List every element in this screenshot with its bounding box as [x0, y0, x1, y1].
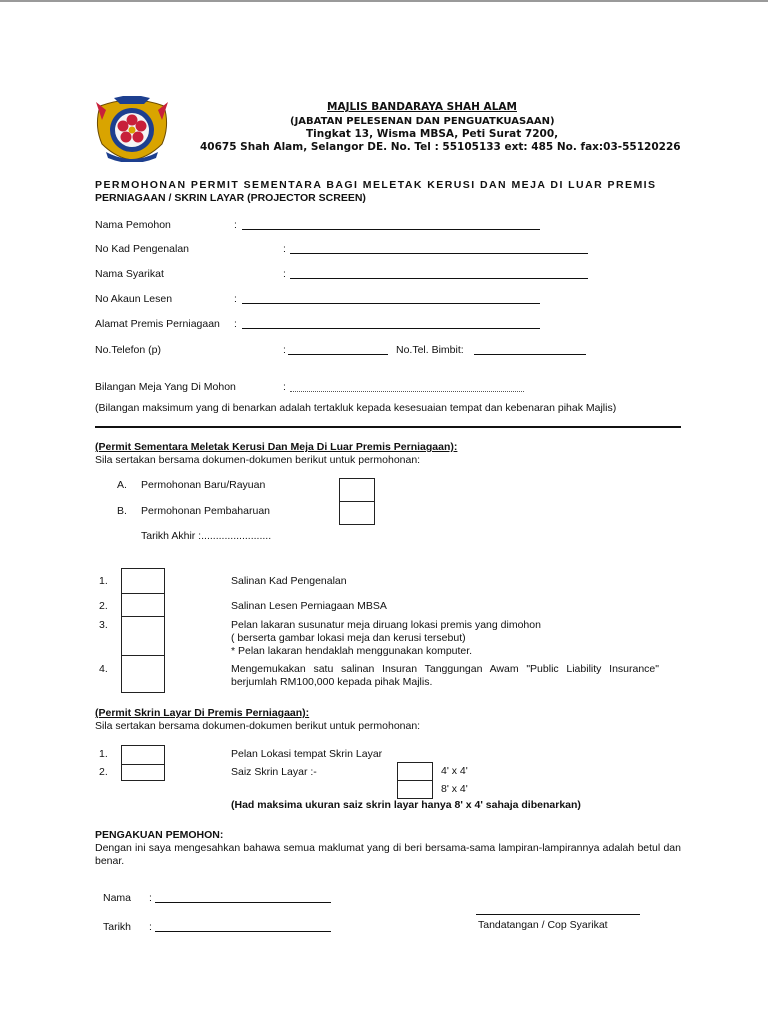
label-alamat: Alamat Premis Perniagaan	[95, 318, 220, 330]
signature-label: Tandatangan / Cop Syarikat	[478, 919, 608, 931]
colon: :	[283, 243, 286, 255]
doc-2-text: Salinan Lesen Perniagaan MBSA	[231, 600, 387, 612]
colon: :	[234, 318, 237, 330]
size-8x4-label: 8' x 4'	[441, 783, 468, 795]
tel-bimbit-field[interactable]	[474, 354, 586, 355]
doc-2-num: 2.	[99, 600, 108, 612]
colon: :	[234, 219, 237, 231]
screen-item-1-num: 1.	[99, 748, 108, 760]
no-akaun-field[interactable]	[242, 303, 540, 304]
screen-item-1-text: Pelan Lokasi tempat Skrin Layar	[231, 748, 383, 760]
tarikh-signature-field[interactable]	[155, 931, 331, 932]
label-nama: Nama	[103, 892, 132, 904]
option-a-letter: A.	[117, 479, 127, 491]
address-line-1: Tingkat 13, Wisma MBSA, Peti Surat 7200,	[306, 128, 559, 140]
address-line-2: 40675 Shah Alam, Selangor DE. No. Tel : 55105133 ext: 485 No. fax:03-55120226	[200, 141, 681, 153]
declaration-heading: PENGAKUAN PEMOHON:	[95, 829, 224, 841]
colon: :	[283, 268, 286, 280]
screen-item-2-num: 2.	[99, 766, 108, 778]
doc-1-num: 1.	[99, 575, 108, 587]
section1-heading: (Permit Sementara Meletak Kerusi Dan Meja Di Luar Premis Perniagaan):	[95, 441, 458, 453]
option-a-checkbox[interactable]	[339, 478, 375, 502]
no-kad-field[interactable]	[290, 253, 588, 254]
section1-intro: Sila sertakan bersama dokumen-dokumen berikut untuk permohonan:	[95, 454, 421, 466]
option-b-label: Permohonan Pembaharuan	[141, 505, 271, 517]
nama-syarikat-field[interactable]	[290, 278, 588, 279]
option-b-letter: B.	[117, 505, 127, 517]
section2-intro: Sila sertakan bersama dokumen-dokumen berikut untuk permohonan:	[95, 720, 421, 732]
label-bilangan: Bilangan Meja Yang Di Mohon	[95, 381, 236, 393]
size-4x4-label: 4' x 4'	[441, 765, 468, 777]
colon: :	[283, 344, 286, 356]
doc-4-text: Mengemukakan satu salinan Insuran Tanggungan Awam "Public Liability Insurance" berjumlah RM100,000 kepada pihak Majlis.	[231, 663, 659, 688]
doc-1-text: Salinan Kad Pengenalan	[231, 575, 347, 587]
option-b-checkbox[interactable]	[339, 501, 375, 525]
label-no-kad: No Kad Pengenalan	[95, 243, 189, 255]
screen-item-1-checkbox[interactable]	[121, 745, 165, 765]
doc-3-text: Pelan lakaran susunatur meja diruang lokasi premis yang dimohon ( berserta gambar lokasi meja dan kerusi tersebut) * Pelan lakaran hendaklah menggunakan komputer.	[231, 619, 541, 657]
alamat-field[interactable]	[242, 328, 540, 329]
form-title-line-2: PERNIAGAAN / SKRIN LAYAR (PROJECTOR SCREEN)	[95, 192, 366, 204]
colon: :	[234, 293, 237, 305]
nama-signature-field[interactable]	[155, 902, 331, 903]
signature-line[interactable]	[476, 914, 640, 915]
top-border	[0, 0, 768, 2]
doc-3-num: 3.	[99, 619, 108, 631]
tarikh-akhir: Tarikh Akhir :........................	[141, 530, 272, 542]
doc-4-checkbox[interactable]	[121, 655, 165, 693]
screen-item-2-checkbox[interactable]	[121, 764, 165, 781]
doc-1-checkbox[interactable]	[121, 568, 165, 594]
section2-heading: (Permit Skrin Layar Di Premis Perniagaan):	[95, 707, 310, 719]
org-name: MAJLIS BANDARAYA SHAH ALAM	[327, 101, 517, 113]
doc-3-checkbox[interactable]	[121, 616, 165, 656]
form-title-line-1: PERMOHONAN PERMIT SEMENTARA BAGI MELETAK KERUSI DAN MEJA DI LUAR PREMIS	[95, 179, 657, 191]
colon: :	[149, 892, 152, 904]
size-4x4-checkbox[interactable]	[397, 762, 433, 781]
label-telefon: No.Telefon (p)	[95, 344, 161, 356]
colon: :	[283, 381, 286, 393]
section-divider	[95, 426, 681, 428]
department-name: (JABATAN PELESENAN DAN PENGUATKUASAAN)	[290, 116, 555, 127]
label-tel-bimbit: No.Tel. Bimbit:	[396, 344, 464, 356]
option-a-label: Permohonan Baru/Rayuan	[141, 479, 266, 491]
screen-item-2-text: Saiz Skrin Layar :-	[231, 766, 317, 778]
size-8x4-checkbox[interactable]	[397, 780, 433, 799]
screen-size-note: (Had maksima ukuran saiz skrin layar hanya 8' x 4' sahaja dibenarkan)	[231, 799, 581, 811]
bilangan-note: (Bilangan maksimum yang di benarkan adalah tertakluk kepada kesesuaian tempat dan kebenaran pihak Majlis)	[95, 402, 617, 414]
colon: :	[149, 921, 152, 933]
nama-pemohon-field[interactable]	[242, 229, 540, 230]
mbsa-crest-logo	[92, 96, 172, 162]
doc-4-num: 4.	[99, 663, 108, 675]
label-tarikh: Tarikh	[103, 921, 132, 933]
label-nama-syarikat: Nama Syarikat	[95, 268, 164, 280]
label-no-akaun: No Akaun Lesen	[95, 293, 173, 305]
bilangan-field[interactable]	[290, 391, 524, 392]
telefon-field[interactable]	[288, 354, 388, 355]
doc-2-checkbox[interactable]	[121, 593, 165, 617]
label-nama-pemohon: Nama Pemohon	[95, 219, 171, 231]
declaration-text: Dengan ini saya mengesahkan bahawa semua maklumat yang di beri bersama-sama lampiran-lampirannya adalah betul dan benar.	[95, 842, 681, 867]
